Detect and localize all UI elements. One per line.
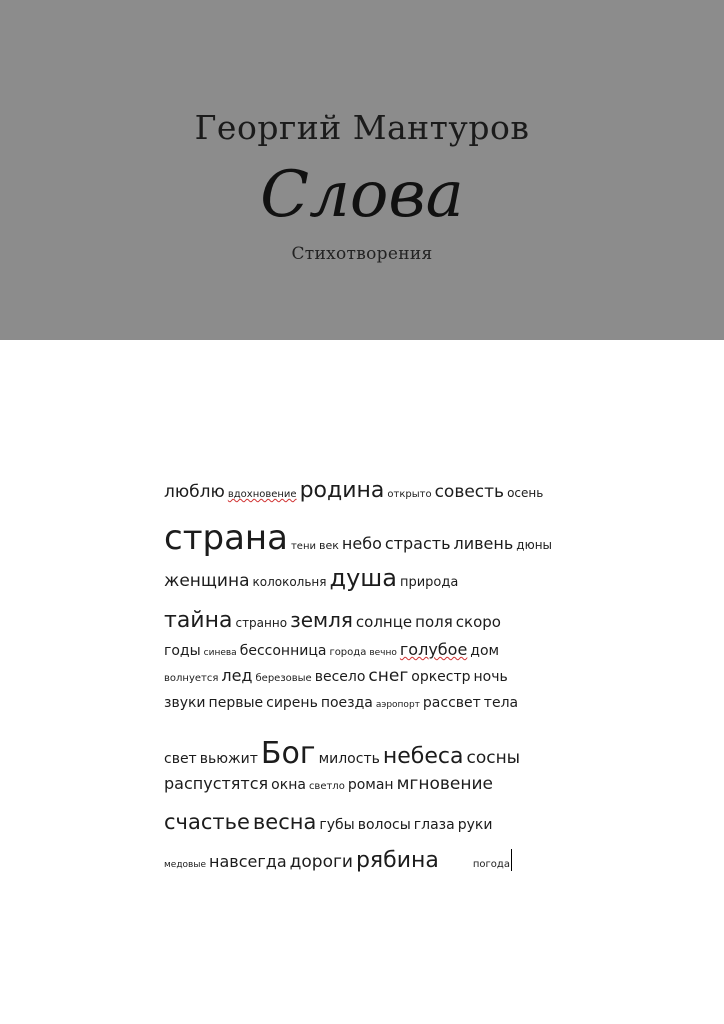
cloud-word: лед [221, 666, 253, 685]
cloud-word: весело [314, 669, 366, 685]
cloud-word: милость [318, 751, 380, 767]
cloud-word: женщина [164, 571, 250, 591]
cloud-word: вечно [369, 648, 397, 658]
word-cloud-line [164, 478, 604, 518]
cloud-word: мгновение [396, 774, 493, 794]
cloud-word: рассвет [422, 695, 481, 711]
cloud-word: весна [252, 810, 317, 834]
book-title: Слова [260, 158, 464, 232]
cloud-word: звуки [164, 695, 206, 711]
cloud-word: рябина [355, 848, 439, 873]
word-cloud-line [164, 848, 604, 888]
cloud-word: руки [457, 817, 493, 833]
text-cursor [511, 849, 512, 871]
cloud-word: волнуется [164, 673, 219, 684]
cloud-word: страна [164, 518, 288, 558]
cloud-word: голубое [399, 640, 468, 659]
cloud-word: небеса [382, 744, 464, 769]
cloud-word: душа [329, 564, 397, 592]
cloud-word: открыто [387, 489, 432, 500]
cloud-word: аэропорт [375, 700, 420, 710]
cloud-word: сирень [266, 695, 318, 711]
cloud-word: бессонница [239, 643, 327, 659]
cloud-word: свет [164, 751, 197, 767]
cloud-word: губы [319, 817, 355, 833]
cloud-word: сосны [466, 748, 521, 768]
cloud-word: березовые [255, 673, 312, 684]
word-cloud-line [164, 736, 604, 774]
cloud-word: дороги [289, 852, 353, 872]
cloud-word: поля [415, 613, 453, 631]
cloud-word: совесть [434, 482, 505, 502]
cloud-word: странно [235, 616, 288, 630]
cloud-word: скоро [455, 613, 501, 631]
cloud-word: медовые [164, 860, 207, 870]
cloud-word: небо [341, 534, 382, 553]
cloud-word: поезда [320, 695, 373, 711]
cloud-word: глаза [413, 817, 455, 833]
cloud-word: погода [472, 859, 510, 870]
word-cloud-line [164, 666, 604, 692]
cloud-word: природа [399, 575, 459, 590]
word-cloud-line [164, 608, 604, 640]
cloud-word: люблю [164, 482, 225, 502]
cloud-word: навсегда [209, 852, 287, 871]
cloud-word: первые [208, 695, 264, 711]
word-cloud-line [164, 640, 604, 666]
cloud-word: счастье [164, 810, 250, 834]
cloud-word: ночь [473, 669, 508, 685]
word-cloud [164, 478, 604, 888]
cover-header [0, 0, 724, 340]
cloud-word: роман [347, 777, 394, 793]
cloud-word: вьюжит [199, 751, 258, 767]
cloud-word: синева [203, 648, 237, 658]
cloud-word: вдохновение [227, 489, 297, 500]
cloud-word: распустятся [164, 774, 269, 793]
cloud-word: тела [483, 695, 519, 711]
cloud-word: годы [164, 643, 201, 659]
book-subtitle: Стихотворения [291, 244, 433, 264]
cloud-word: города [329, 647, 367, 658]
cloud-word: земля [290, 608, 353, 632]
cloud-word: колокольня [252, 575, 327, 589]
cloud-word: солнце [355, 613, 413, 631]
author-name: Георгий Мантуров [194, 108, 530, 147]
cloud-word: Бог [260, 736, 316, 771]
cloud-word: осень [507, 486, 544, 500]
cloud-word: ливень [453, 534, 514, 553]
cloud-word: тайна [164, 608, 233, 633]
cloud-word: волосы [357, 817, 411, 833]
cloud-word: дюны [516, 538, 553, 552]
cloud-word: родина [299, 478, 385, 503]
cloud-word: оркестр [411, 669, 471, 685]
word-cloud-line [164, 774, 604, 810]
cloud-word: окна [271, 777, 306, 793]
cloud-word: век [319, 539, 339, 552]
cloud-word: страсть [384, 534, 451, 553]
word-cloud-line [164, 564, 604, 608]
word-cloud-line [164, 692, 604, 736]
cloud-word: тени [290, 541, 316, 552]
word-cloud-line [164, 518, 604, 564]
cloud-word: снег [368, 666, 409, 686]
cloud-word: светло [308, 781, 345, 792]
cloud-word: дом [470, 643, 500, 659]
word-cloud-line [164, 810, 604, 848]
